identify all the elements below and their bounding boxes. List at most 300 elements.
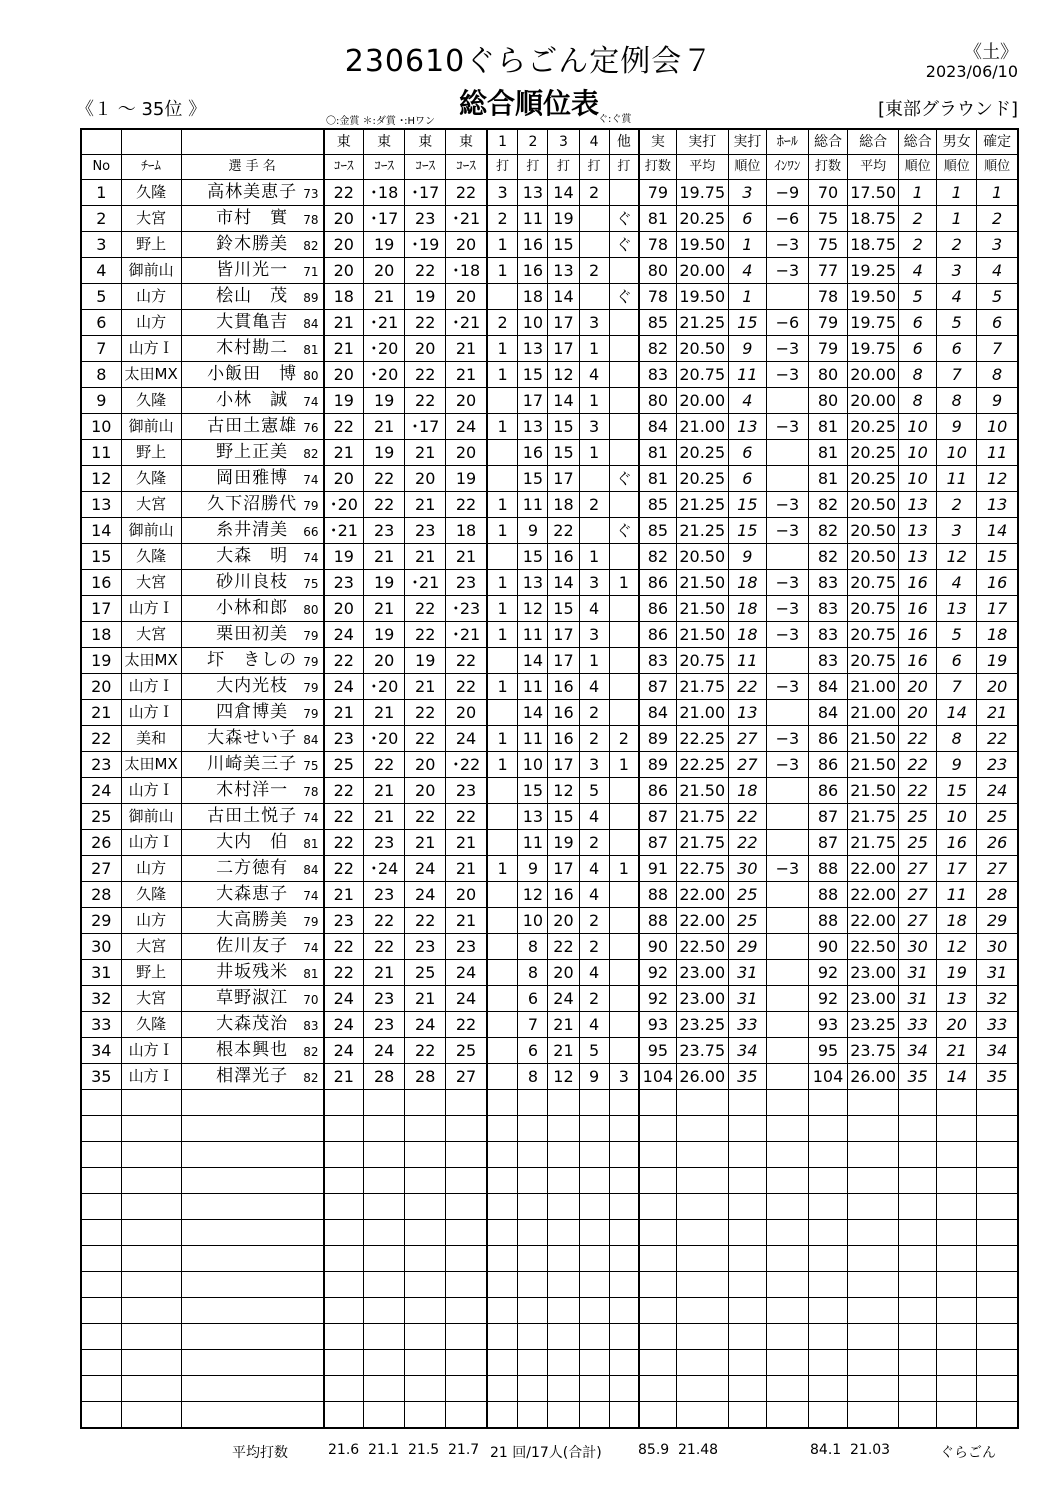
score-cell: 2 <box>579 180 609 206</box>
score-cell: 12 <box>548 1064 579 1090</box>
score-cell: 16 <box>899 596 937 622</box>
table-row <box>81 882 1018 908</box>
score-cell: 14 <box>548 388 579 414</box>
score-cell: −3 <box>766 752 808 778</box>
empty-cell <box>324 1168 364 1194</box>
score-cell: 15 <box>518 544 548 570</box>
player-name-text: 木村洋一 <box>216 780 289 800</box>
header-cell: 順位 <box>899 155 937 180</box>
empty-row <box>81 1324 1018 1350</box>
player-name-text: 桧山 茂 <box>216 286 289 306</box>
empty-cell <box>899 1194 937 1220</box>
empty-cell <box>446 1376 487 1402</box>
score-cell <box>609 934 639 960</box>
team-name: 山方Ｉ <box>121 830 181 856</box>
score-cell: 13 <box>518 570 548 596</box>
header-cell: 2 <box>518 129 548 155</box>
score-cell: 24 <box>405 882 446 908</box>
empty-cell <box>899 1246 937 1272</box>
score-cell: 19 <box>405 648 446 674</box>
score-cell: 22.00 <box>848 882 899 908</box>
empty-cell <box>548 1142 579 1168</box>
score-cell: 22.00 <box>676 908 728 934</box>
empty-cell <box>518 1194 548 1220</box>
score-cell <box>609 1038 639 1064</box>
score-cell: ･22 <box>446 752 487 778</box>
score-cell: ･24 <box>364 856 405 882</box>
player-name <box>181 622 323 648</box>
score-cell <box>766 934 808 960</box>
footer-course4-avg: 21.7 <box>448 1442 480 1458</box>
score-cell: 95 <box>639 1038 676 1064</box>
empty-cell <box>121 1246 181 1272</box>
table-row <box>81 180 1018 206</box>
header-cell <box>121 129 181 155</box>
score-cell: 93 <box>639 1012 676 1038</box>
empty-cell <box>728 1168 766 1194</box>
empty-cell <box>609 1142 639 1168</box>
score-cell: 21 <box>364 778 405 804</box>
score-cell: 25 <box>728 908 766 934</box>
score-cell: 17 <box>548 622 579 648</box>
score-cell: ･21 <box>324 518 364 544</box>
score-cell: ･17 <box>364 206 405 232</box>
empty-cell <box>364 1168 405 1194</box>
team-name: 山方Ｉ <box>121 674 181 700</box>
team-name: 太田MX <box>121 648 181 674</box>
empty-cell <box>548 1116 579 1142</box>
score-cell: 23 <box>364 830 405 856</box>
score-cell: 81 <box>808 414 847 440</box>
score-cell: 26 <box>977 830 1018 856</box>
row-number: 3 <box>81 232 121 258</box>
score-cell: 22 <box>324 778 364 804</box>
table-row <box>81 986 1018 1012</box>
score-cell: 34 <box>728 1038 766 1064</box>
score-cell: 88 <box>808 856 847 882</box>
empty-cell <box>609 1246 639 1272</box>
score-cell: 15 <box>977 544 1018 570</box>
empty-cell <box>81 1324 121 1350</box>
player-name <box>181 518 323 544</box>
player-age: 79 <box>303 915 319 929</box>
player-name-text: 久下沼勝代 <box>207 494 298 514</box>
score-cell: 16 <box>548 700 579 726</box>
score-cell: 28 <box>364 1064 405 1090</box>
empty-cell <box>609 1090 639 1116</box>
score-cell: 23 <box>977 752 1018 778</box>
score-cell: 24 <box>446 726 487 752</box>
player-name-text: 大森茂治 <box>216 1014 289 1034</box>
player-name <box>181 180 323 206</box>
table-row <box>81 934 1018 960</box>
score-cell: 1 <box>609 856 639 882</box>
header-cell: 平均 <box>676 155 728 180</box>
empty-cell <box>639 1402 676 1429</box>
team-name: 大宮 <box>121 570 181 596</box>
empty-cell <box>548 1220 579 1246</box>
score-cell: 16 <box>548 674 579 700</box>
score-cell: 8 <box>977 362 1018 388</box>
empty-cell <box>728 1142 766 1168</box>
row-number: 18 <box>81 622 121 648</box>
score-cell: 80 <box>639 258 676 284</box>
score-cell: 23.75 <box>848 1038 899 1064</box>
header-cell: 打数 <box>639 155 676 180</box>
empty-cell <box>405 1168 446 1194</box>
score-cell: 22 <box>324 830 364 856</box>
empty-cell <box>639 1142 676 1168</box>
row-number: 30 <box>81 934 121 960</box>
score-cell: 86 <box>808 752 847 778</box>
score-cell: 23 <box>446 934 487 960</box>
score-cell: 24 <box>405 1012 446 1038</box>
empty-row <box>81 1220 1018 1246</box>
score-cell: 8 <box>518 934 548 960</box>
score-cell <box>609 1012 639 1038</box>
player-name <box>181 778 323 804</box>
score-cell: 22 <box>324 856 364 882</box>
empty-cell <box>405 1246 446 1272</box>
score-cell: 4 <box>579 882 609 908</box>
score-cell: 22 <box>405 700 446 726</box>
empty-cell <box>937 1142 977 1168</box>
empty-cell <box>579 1116 609 1142</box>
score-cell: 21 <box>324 1064 364 1090</box>
score-cell <box>609 388 639 414</box>
empty-cell <box>848 1194 899 1220</box>
footer-course2-avg: 21.1 <box>368 1442 400 1458</box>
score-cell: 87 <box>808 804 847 830</box>
score-cell: 1 <box>579 388 609 414</box>
score-cell: 19.50 <box>676 284 728 310</box>
score-cell: 84 <box>808 700 847 726</box>
score-cell <box>609 648 639 674</box>
score-cell: 3 <box>977 232 1018 258</box>
row-number: 26 <box>81 830 121 856</box>
score-cell: 11 <box>518 206 548 232</box>
score-cell: 20 <box>324 232 364 258</box>
empty-cell <box>639 1246 676 1272</box>
score-cell: 22 <box>446 674 487 700</box>
team-name: 山方Ｉ <box>121 1064 181 1090</box>
row-number: 25 <box>81 804 121 830</box>
empty-row <box>81 1246 1018 1272</box>
score-cell: 35 <box>728 1064 766 1090</box>
score-cell: 11 <box>518 726 548 752</box>
score-cell: 19 <box>405 284 446 310</box>
score-cell: 83 <box>808 648 847 674</box>
empty-cell <box>579 1350 609 1376</box>
score-cell: 21 <box>324 336 364 362</box>
empty-cell <box>579 1142 609 1168</box>
empty-cell <box>364 1220 405 1246</box>
empty-cell <box>446 1142 487 1168</box>
score-cell: 22 <box>324 934 364 960</box>
score-cell: 13 <box>937 986 977 1012</box>
score-cell: 70 <box>808 180 847 206</box>
empty-cell <box>405 1324 446 1350</box>
empty-cell <box>728 1272 766 1298</box>
empty-cell <box>518 1246 548 1272</box>
score-cell: 1 <box>579 440 609 466</box>
score-cell: 31 <box>728 986 766 1012</box>
table-row <box>81 570 1018 596</box>
empty-cell <box>808 1402 847 1429</box>
team-name: 山方Ｉ <box>121 1038 181 1064</box>
empty-cell <box>977 1220 1018 1246</box>
player-age: 79 <box>303 499 319 513</box>
empty-cell <box>609 1272 639 1298</box>
header-cell: 東 <box>446 129 487 155</box>
score-cell: 4 <box>579 1012 609 1038</box>
empty-cell <box>364 1324 405 1350</box>
team-name: 山方Ｉ <box>121 778 181 804</box>
empty-cell <box>639 1350 676 1376</box>
score-cell: 20.50 <box>676 336 728 362</box>
score-cell: 21 <box>405 674 446 700</box>
score-cell: 19 <box>364 570 405 596</box>
score-cell: 2 <box>937 232 977 258</box>
footer-averages <box>0 1442 1058 1462</box>
score-cell: 8 <box>518 960 548 986</box>
score-cell: 13 <box>728 414 766 440</box>
score-cell: 1 <box>728 232 766 258</box>
empty-cell <box>181 1272 323 1298</box>
empty-row <box>81 1116 1018 1142</box>
score-cell <box>609 336 639 362</box>
score-cell: 22 <box>446 648 487 674</box>
score-cell <box>579 206 609 232</box>
row-number: 33 <box>81 1012 121 1038</box>
score-cell: 75 <box>808 206 847 232</box>
score-cell: 19.50 <box>676 232 728 258</box>
empty-cell <box>548 1168 579 1194</box>
score-cell: 12 <box>937 934 977 960</box>
score-cell: 17 <box>548 336 579 362</box>
empty-cell <box>548 1324 579 1350</box>
player-age: 74 <box>303 551 319 565</box>
score-cell: 18 <box>728 596 766 622</box>
empty-cell <box>548 1194 579 1220</box>
empty-cell <box>81 1116 121 1142</box>
score-cell: 1 <box>487 752 518 778</box>
table-row <box>81 622 1018 648</box>
score-cell <box>487 440 518 466</box>
score-cell: 23 <box>324 726 364 752</box>
score-cell: 22.50 <box>848 934 899 960</box>
empty-cell <box>848 1116 899 1142</box>
empty-cell <box>324 1090 364 1116</box>
score-cell: 4 <box>937 284 977 310</box>
score-cell: ･17 <box>405 180 446 206</box>
score-cell: 90 <box>639 934 676 960</box>
header-cell: 打数 <box>808 155 847 180</box>
score-cell: 11 <box>977 440 1018 466</box>
score-cell: 16 <box>548 882 579 908</box>
score-cell: 19 <box>364 440 405 466</box>
player-age: 79 <box>303 707 319 721</box>
player-age: 76 <box>303 421 319 435</box>
empty-cell <box>405 1298 446 1324</box>
empty-cell <box>808 1324 847 1350</box>
score-cell: 13 <box>518 180 548 206</box>
score-cell: 13 <box>899 518 937 544</box>
player-name-text: 鈴木勝美 <box>216 234 289 254</box>
empty-cell <box>766 1116 808 1142</box>
score-cell: 24 <box>324 1038 364 1064</box>
score-cell: 11 <box>937 882 977 908</box>
score-cell: 21.00 <box>676 414 728 440</box>
score-cell: ･17 <box>405 414 446 440</box>
score-cell: 22 <box>364 492 405 518</box>
empty-cell <box>639 1298 676 1324</box>
score-cell: 6 <box>518 1038 548 1064</box>
score-cell: 4 <box>579 674 609 700</box>
player-age: 71 <box>303 265 319 279</box>
header-cell: ｺｰｽ <box>324 155 364 180</box>
player-name-text: 栗田初美 <box>216 624 289 644</box>
score-cell: 24 <box>324 674 364 700</box>
score-cell: 5 <box>937 622 977 648</box>
player-age: 82 <box>303 1045 319 1059</box>
score-cell: 18 <box>324 284 364 310</box>
player-name-text: 大森せい子 <box>207 728 298 748</box>
header-cell: 東 <box>405 129 446 155</box>
header-cell: 総合 <box>848 129 899 155</box>
player-age: 74 <box>303 395 319 409</box>
score-cell: 13 <box>937 596 977 622</box>
header-cell: ｺｰｽ <box>446 155 487 180</box>
team-name: 御前山 <box>121 804 181 830</box>
player-name-text: 市村 實 <box>216 208 289 228</box>
header-cell: 4 <box>579 129 609 155</box>
score-cell: 80 <box>808 362 847 388</box>
score-cell: 79 <box>808 336 847 362</box>
player-age: 75 <box>303 759 319 773</box>
player-name-text: 高林美恵子 <box>207 182 298 202</box>
score-cell: 22 <box>405 726 446 752</box>
empty-cell <box>446 1272 487 1298</box>
empty-cell <box>487 1116 518 1142</box>
row-number: 1 <box>81 180 121 206</box>
score-cell <box>579 232 609 258</box>
empty-cell <box>937 1220 977 1246</box>
table-row <box>81 466 1018 492</box>
empty-cell <box>728 1194 766 1220</box>
score-cell: 2 <box>899 232 937 258</box>
score-cell: −3 <box>766 336 808 362</box>
empty-cell <box>639 1116 676 1142</box>
empty-cell <box>766 1350 808 1376</box>
score-cell: 22 <box>324 414 364 440</box>
score-cell: 16 <box>518 440 548 466</box>
score-cell: 24 <box>548 986 579 1012</box>
score-cell: 82 <box>808 544 847 570</box>
score-cell: 31 <box>977 960 1018 986</box>
empty-cell <box>808 1298 847 1324</box>
score-cell: 21 <box>364 700 405 726</box>
score-cell: 16 <box>977 570 1018 596</box>
score-cell: 1 <box>487 362 518 388</box>
empty-cell <box>548 1376 579 1402</box>
score-cell: 21 <box>405 544 446 570</box>
header-cell: 1 <box>487 129 518 155</box>
header-cell: 3 <box>548 129 579 155</box>
score-cell: 4 <box>579 596 609 622</box>
empty-cell <box>324 1272 364 1298</box>
empty-cell <box>609 1298 639 1324</box>
score-cell: 10 <box>518 310 548 336</box>
empty-cell <box>548 1272 579 1298</box>
score-cell <box>766 388 808 414</box>
empty-row <box>81 1376 1018 1402</box>
score-cell: 33 <box>728 1012 766 1038</box>
score-cell: 22 <box>405 1038 446 1064</box>
score-cell: 22 <box>364 934 405 960</box>
score-cell <box>766 284 808 310</box>
header-cell: 打 <box>548 155 579 180</box>
score-cell: 87 <box>639 674 676 700</box>
score-cell: 20.25 <box>676 466 728 492</box>
score-cell: 2 <box>579 934 609 960</box>
score-cell: 6 <box>977 310 1018 336</box>
score-cell: 19 <box>937 960 977 986</box>
empty-cell <box>579 1194 609 1220</box>
score-cell: 13 <box>899 544 937 570</box>
score-cell: 21.75 <box>676 674 728 700</box>
score-cell: 6 <box>899 310 937 336</box>
score-cell <box>487 778 518 804</box>
score-cell: 20.25 <box>676 440 728 466</box>
empty-cell <box>324 1194 364 1220</box>
empty-cell <box>405 1402 446 1429</box>
score-cell <box>609 674 639 700</box>
score-cell: 4 <box>579 804 609 830</box>
score-cell: 104 <box>639 1064 676 1090</box>
table-row <box>81 726 1018 752</box>
score-cell: 85 <box>639 492 676 518</box>
score-cell: 5 <box>579 1038 609 1064</box>
player-age: 80 <box>303 369 319 383</box>
score-cell: 22 <box>977 726 1018 752</box>
score-cell: 19 <box>364 622 405 648</box>
score-cell: 12 <box>518 596 548 622</box>
score-cell: 88 <box>808 882 847 908</box>
player-name <box>181 466 323 492</box>
score-cell: 22 <box>324 648 364 674</box>
score-cell: −3 <box>766 726 808 752</box>
score-cell <box>609 908 639 934</box>
score-cell: 24 <box>324 986 364 1012</box>
score-cell: ぐ <box>609 466 639 492</box>
empty-cell <box>446 1220 487 1246</box>
player-name-text: 大森恵子 <box>216 884 289 904</box>
empty-cell <box>728 1116 766 1142</box>
empty-cell <box>977 1350 1018 1376</box>
score-cell: ･18 <box>446 258 487 284</box>
score-cell: 75 <box>808 232 847 258</box>
table-row <box>81 362 1018 388</box>
empty-cell <box>121 1142 181 1168</box>
empty-cell <box>676 1298 728 1324</box>
empty-cell <box>937 1376 977 1402</box>
score-cell: 12 <box>977 466 1018 492</box>
score-cell: 18 <box>728 570 766 596</box>
score-cell: 15 <box>518 466 548 492</box>
empty-cell <box>405 1376 446 1402</box>
empty-cell <box>548 1402 579 1429</box>
